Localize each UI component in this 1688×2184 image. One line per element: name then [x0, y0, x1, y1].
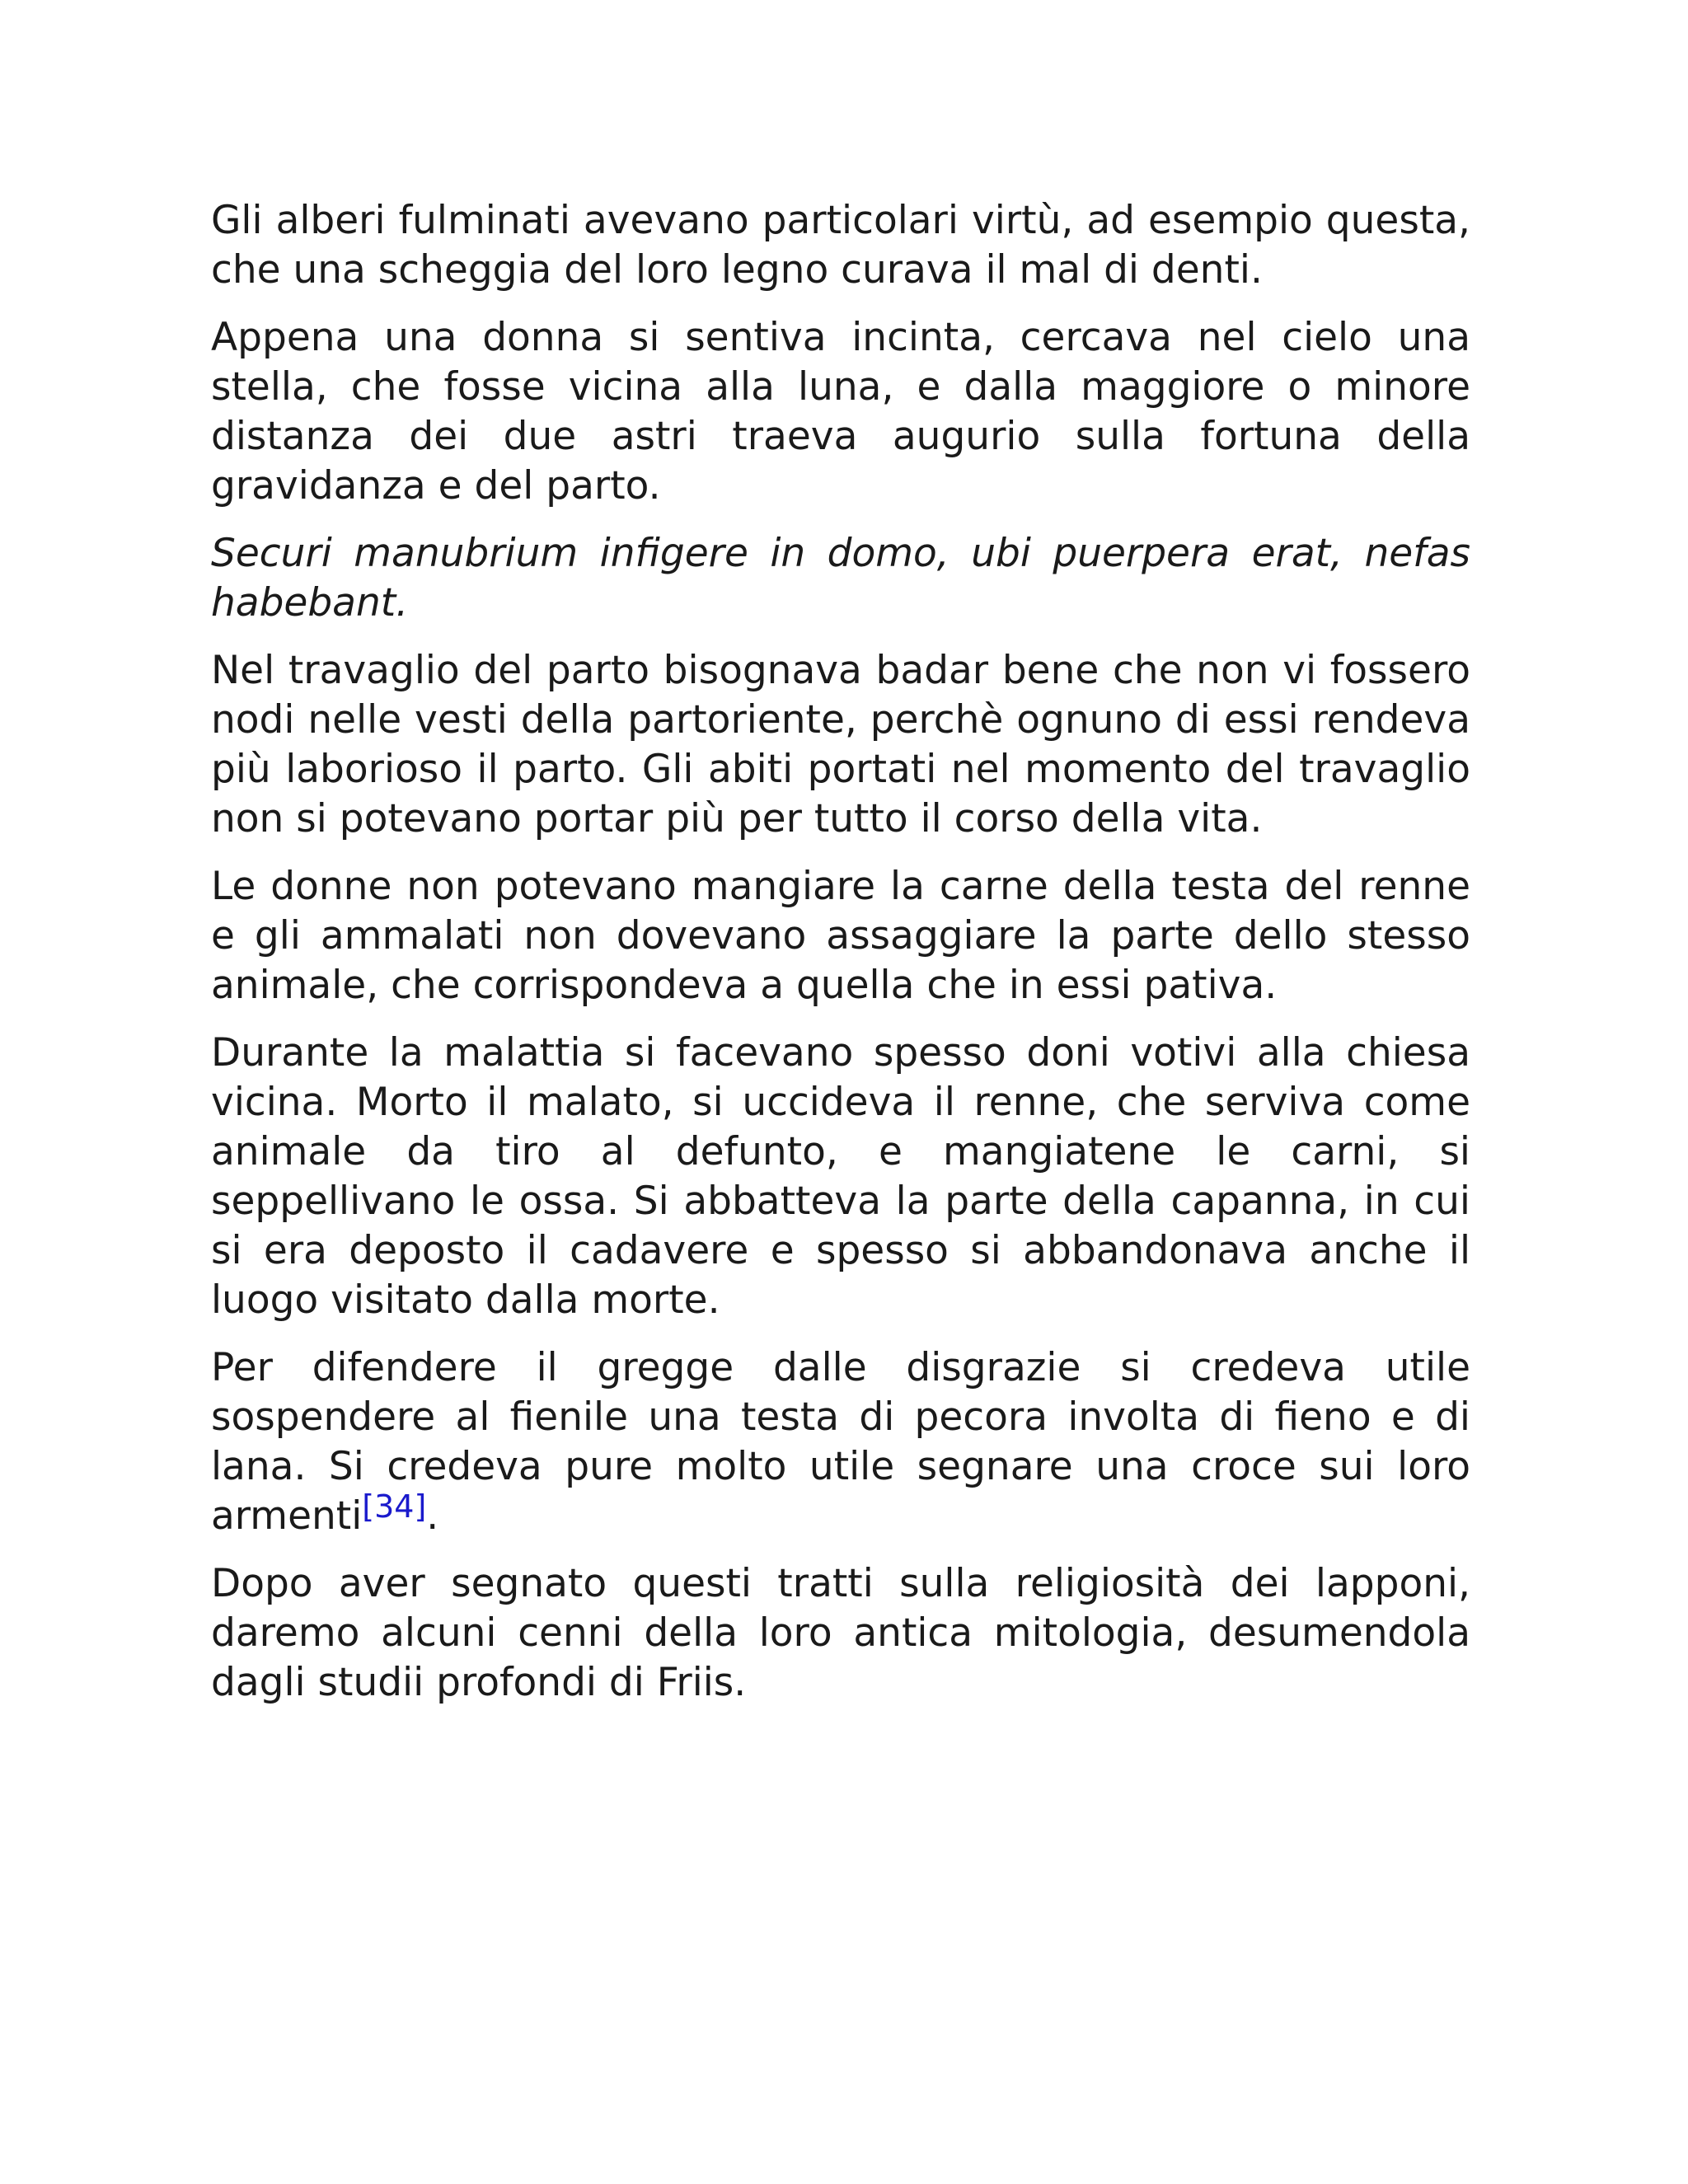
- document-page: [211, 196, 1470, 1726]
- paragraph-flock-protection: [211, 1343, 1470, 1541]
- paragraph-illness-death: Durante la malattia si facevano spesso doni votivi alla chiesa vicina. Morto il malato, si uccideva il renne, che serviva come animale da tiro al defunto, e mangiatene le carni, si seppellivano le ossa. Si abbatteva la parte della capanna, in cui si era deposto il cadavere e spesso si abbandonava anche il luogo visitato dalla morte.: [211, 1030, 1470, 1323]
- paragraph-mythology-intro: Dopo aver segnato questi tratti sulla religiosità dei lapponi, daremo alcuni cenni della loro antica mitologia, desumendola dagli studii profondi di Friis.: [211, 1561, 1470, 1705]
- paragraph-food-taboos: Le donne non potevano mangiare la carne della testa del renne e gli ammalati non dovevano assaggiare la parte dello stesso animale, che corrispondeva a quella che in essi pativa.: [211, 864, 1470, 1008]
- paragraph-childbirth-knots: Nel travaglio del parto bisognava badar bene che non vi fossero nodi nelle vesti della partoriente, perchè ognuno di essi rendeva più laborioso il parto. Gli abiti portati nel momento del travaglio non si potevano portar più per tutto il corso della vita.: [211, 648, 1470, 841]
- paragraph-latin-quote: Securi manubrium infigere in domo, ubi puerpera erat, nefas habebant.: [211, 531, 1470, 626]
- paragraph-lightning-trees: Gli alberi fulminati avevano particolari virtù, ad esempio questa, che una scheggia del loro legno curava il mal di denti.: [211, 198, 1470, 293]
- paragraph-flock-protection-text: Per difendere il gregge dalle disgrazie si credeva utile sospendere al fienile una testa di pecora involta di fieno e di lana. Si credeva pure molto utile segnare una croce sui loro armenti: [211, 1345, 1470, 1539]
- footnote-link[interactable]: [34]: [362, 1488, 427, 1525]
- paragraph-flock-protection-end: .: [426, 1493, 439, 1539]
- paragraph-pregnancy-omen: Appena una donna si sentiva incinta, cercava nel cielo una stella, che fosse vicina alla luna, e dalla maggiore o minore distanza dei due astri traeva augurio sulla fortuna della gravidanza e del parto.: [211, 315, 1470, 509]
